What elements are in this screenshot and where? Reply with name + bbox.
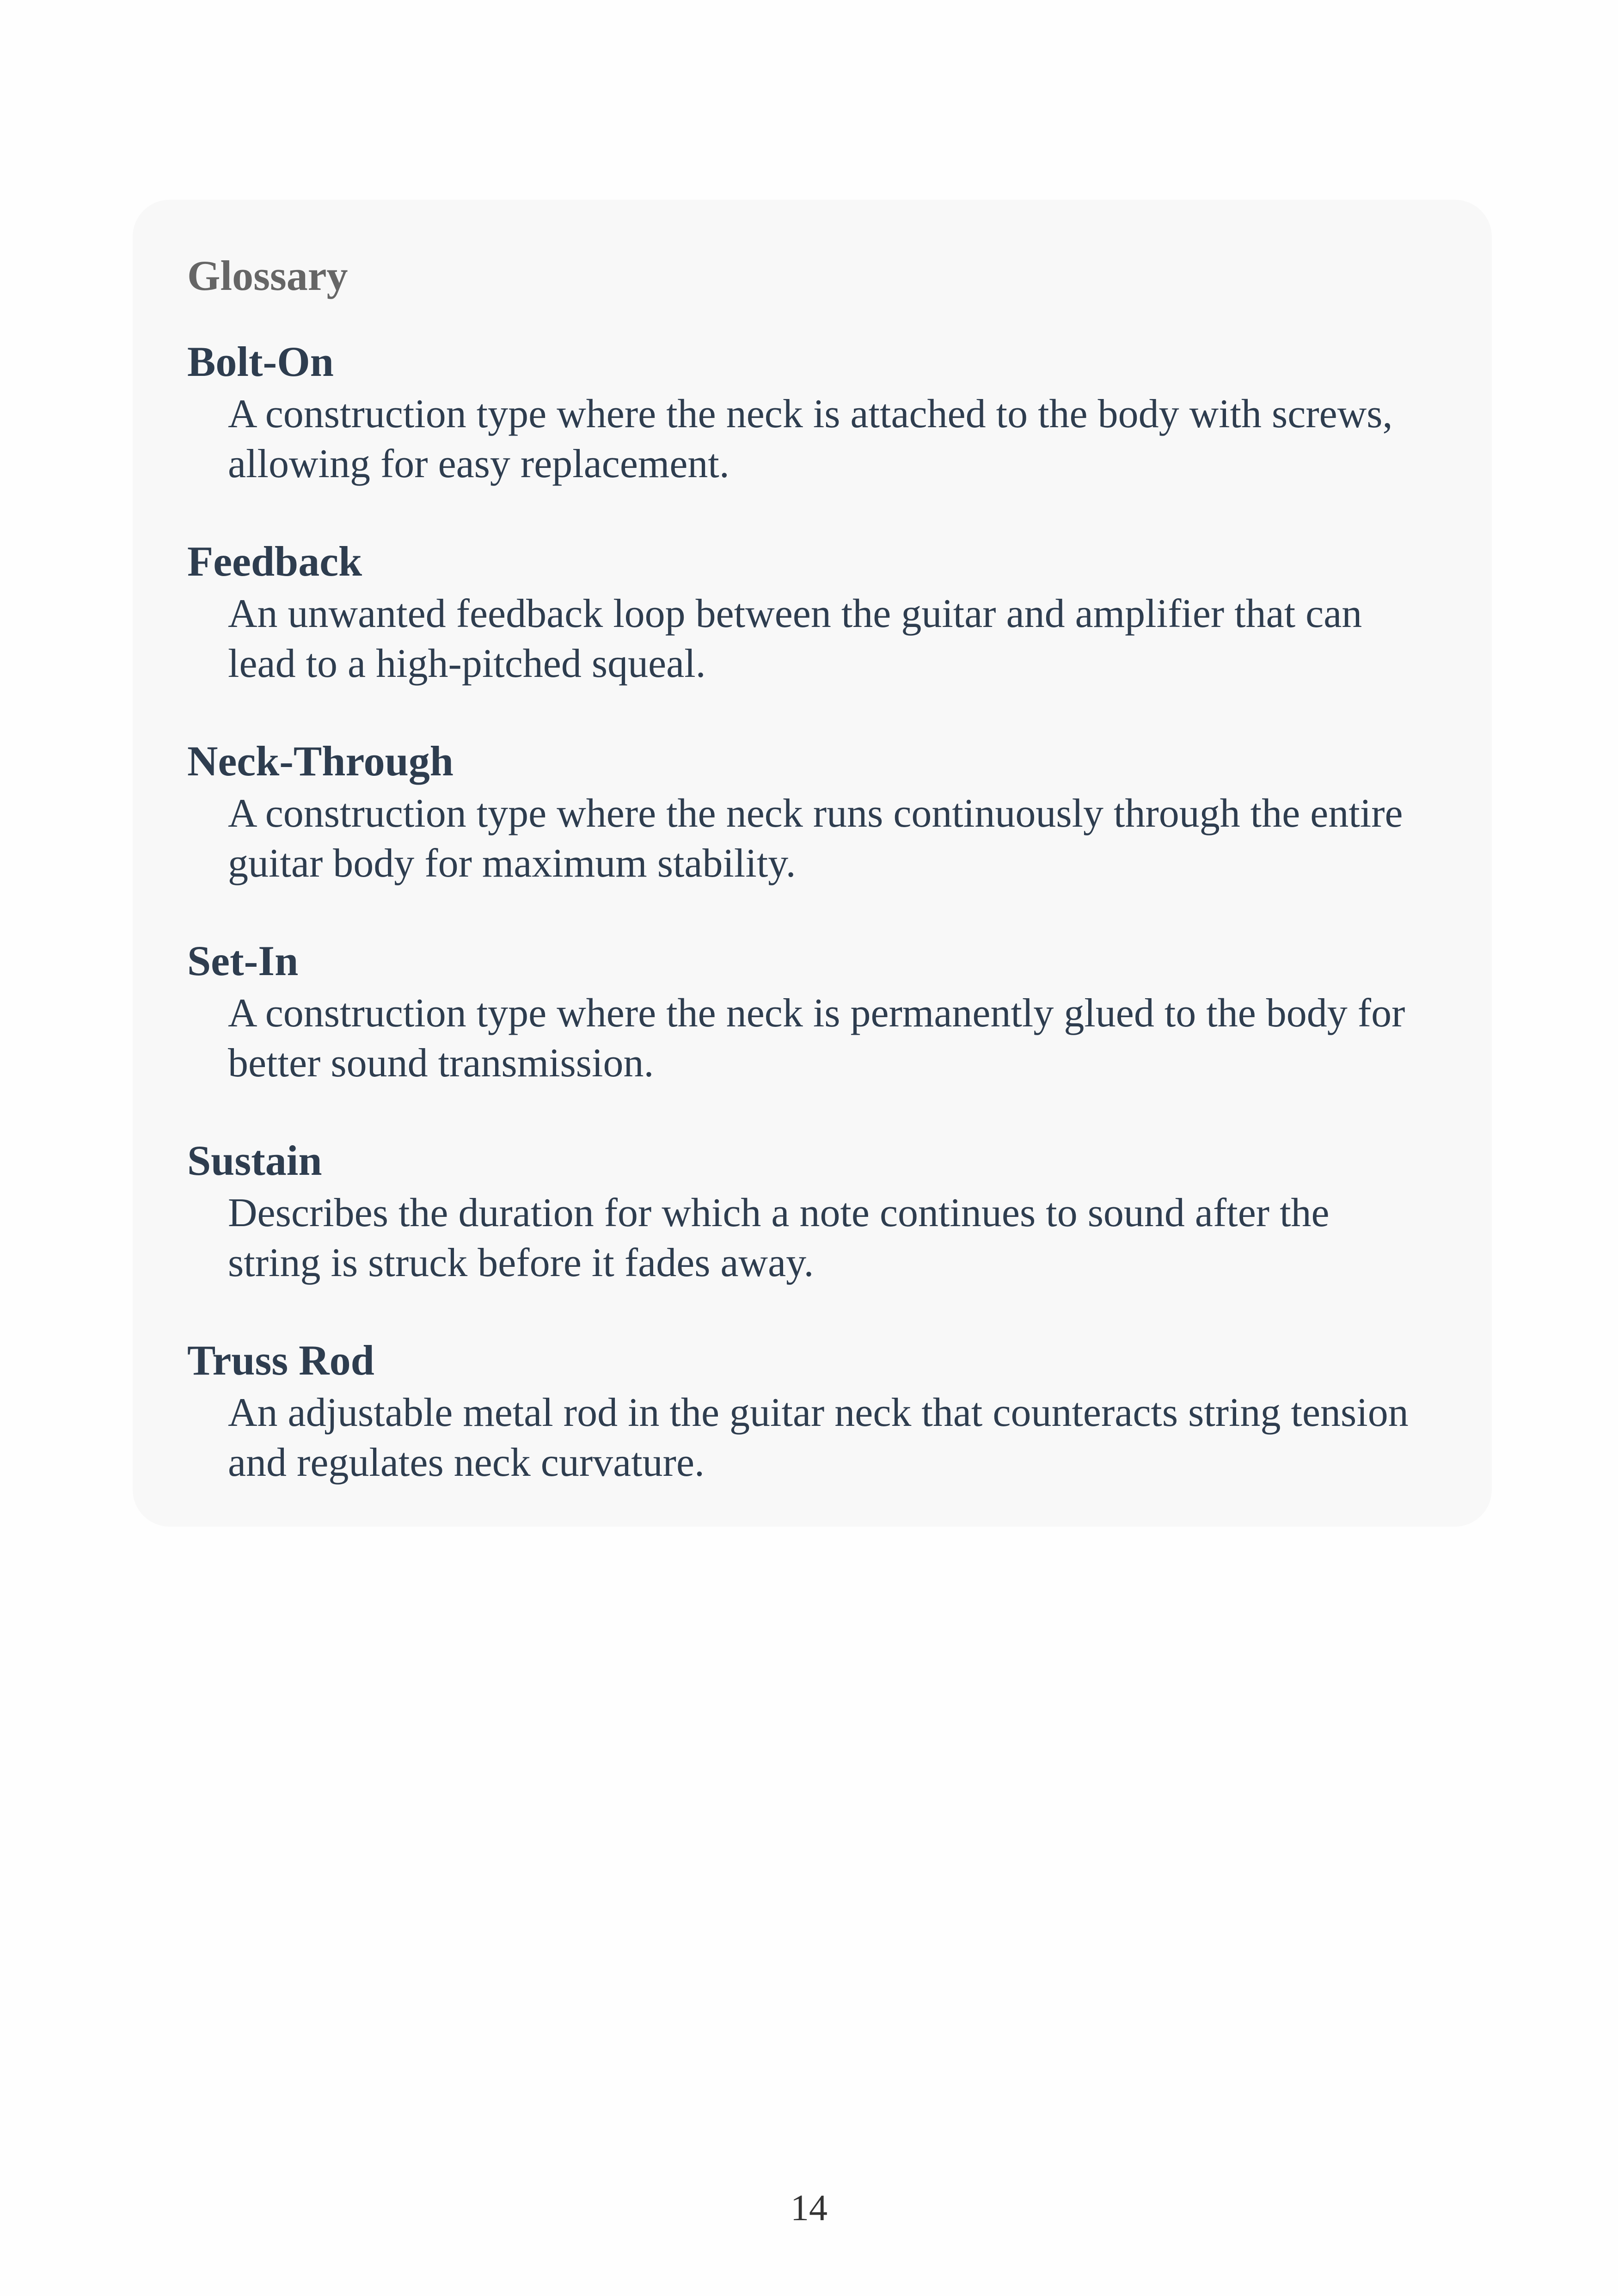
glossary-definition: A construction type where the neck is permanently glued to the body for better sound transmission. [228, 991, 1405, 1086]
glossary-entries [187, 340, 1492, 1488]
glossary-box [133, 200, 1492, 1527]
glossary-entry [187, 939, 1492, 1088]
glossary-term: Truss Rod [187, 1337, 374, 1384]
page-number: 14 [791, 2188, 827, 2228]
glossary-definition: An unwanted feedback loop between the guitar and amplifier that can lead to a high-pitched squeal. [228, 591, 1362, 686]
glossary-entry [187, 340, 1492, 489]
glossary-definition: A construction type where the neck is attached to the body with screws, allowing for easy replacement. [228, 392, 1393, 486]
glossary-term: Set-In [187, 937, 299, 984]
glossary-entry [187, 737, 1492, 889]
glossary-heading: Glossary [187, 252, 348, 299]
glossary-entry [187, 1339, 1492, 1488]
glossary-definition: Describes the duration for which a note continues to sound after the string is struck before it fades away. [228, 1191, 1330, 1285]
glossary-definition: An adjustable metal rod in the guitar neck that counteracts string tension and regulates neck curvature. [228, 1390, 1409, 1485]
glossary-term: Neck-Through [187, 737, 454, 785]
glossary-term: Sustain [187, 1137, 322, 1184]
glossary-term: Feedback [187, 538, 362, 585]
glossary-definition: A construction type where the neck runs continuously through the entire guitar body for maximum stability. [228, 791, 1403, 886]
glossary-term: Bolt-On [187, 338, 334, 385]
glossary-entry [187, 1139, 1492, 1288]
glossary-entry [187, 540, 1492, 689]
